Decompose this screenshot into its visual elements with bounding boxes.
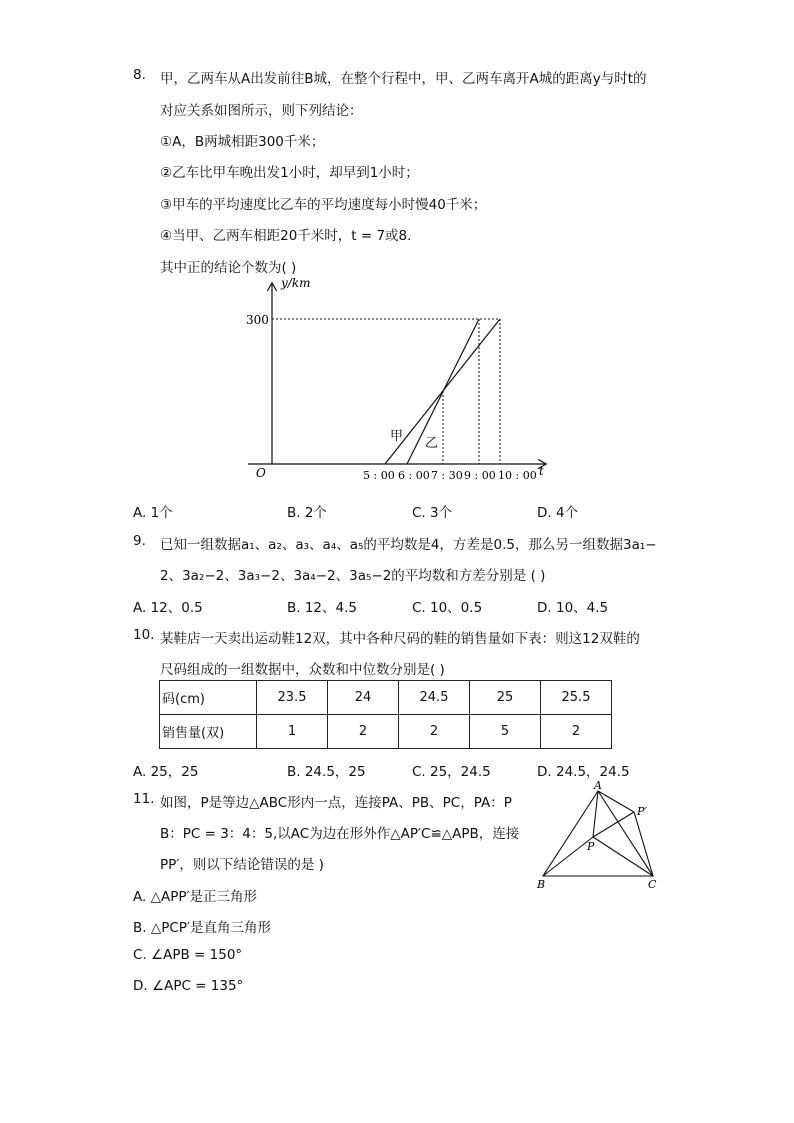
q11-line2: B：PC = 3：4：5,以AC为边在形外作△AP′C≌△APB，连接: [160, 826, 520, 842]
q8-option-d[interactable]: D. 4个: [537, 505, 579, 521]
q9-option-a[interactable]: A. 12、0.5: [133, 600, 203, 616]
q9-option-c[interactable]: C. 10、0.5: [412, 600, 483, 616]
q11-line1: 如图，P是等边△ABC形内一点，连接PA、PB、PC，PA：P: [160, 795, 512, 811]
q10-option-d[interactable]: D. 24.5，24.5: [537, 764, 630, 780]
table-cell: 2: [399, 715, 470, 749]
table-cell: 2: [541, 715, 612, 749]
q10-line1: 某鞋店一天卖出运动鞋12双，其中各种尺码的鞋的销售量如下表：则这12双鞋的: [160, 631, 640, 647]
x-tick-10-00: 10 : 00: [498, 469, 537, 482]
y-axis-label: y/km: [281, 276, 311, 290]
table-row-head: 销售量(双): [160, 715, 257, 749]
q9-number: 9.: [133, 533, 146, 549]
point-p: P: [587, 840, 595, 853]
table-cell: 25: [470, 681, 541, 715]
origin-label: O: [256, 466, 266, 480]
q8-question: 其中正的结论个数为( ): [160, 260, 297, 276]
shoe-size-table: [159, 680, 612, 749]
q8-statement-4: ④当甲、乙两车相距20千米时，t = 7或8.: [160, 228, 412, 244]
q8-stem-line2: 对应关系如图所示，则下列结论：: [160, 103, 363, 119]
x-tick-6-00: 6 : 00: [398, 469, 430, 482]
point-p-prime: P′: [637, 805, 647, 818]
q8-option-c[interactable]: C. 3个: [412, 505, 453, 521]
vertex-b: B: [537, 878, 546, 891]
table-cell: 2: [328, 715, 399, 749]
table-row: [160, 681, 612, 715]
q8-option-a[interactable]: A. 1个: [133, 505, 173, 521]
q10-option-b[interactable]: B. 24.5，25: [287, 764, 366, 780]
table-cell: 24: [328, 681, 399, 715]
q8-statement-1: ①A，B两城相距300千米；: [160, 134, 325, 150]
segment-cp2: [634, 812, 653, 876]
q11-line3: PP′，则以下结论错误的是 ): [160, 857, 324, 873]
q10-option-c[interactable]: C. 25，24.5: [412, 764, 491, 780]
q10-line2: 尺码组成的一组数据中，众数和中位数分别是( ): [160, 662, 445, 678]
table-cell: 24.5: [399, 681, 470, 715]
table-cell: 23.5: [257, 681, 328, 715]
segment-pb: [543, 837, 593, 876]
q8-statement-2: ②乙车比甲车晚出发1小时，却早到1小时；: [160, 165, 419, 181]
segment-ap2: [598, 791, 634, 812]
distance-time-graph: [240, 270, 560, 490]
q11-option-b[interactable]: B. △PCP′是直角三角形: [133, 920, 271, 936]
table-cell: 25.5: [541, 681, 612, 715]
vertex-a: A: [594, 780, 602, 792]
table-cell: 1: [257, 715, 328, 749]
table-row-head: 码(cm): [160, 681, 257, 715]
q9-line1: 已知一组数据a₁、a₂、a₃、a₄、a₅的平均数是4，方差是0.5，那么另一组数据3a₁−: [160, 537, 657, 553]
q8-stem-line1: 甲，乙两车从A出发前往B城，在整个行程中，甲、乙两车离开A城的距离y与时t的: [160, 71, 647, 87]
table-row: [160, 715, 612, 749]
triangle-figure: [530, 780, 670, 895]
q11-option-d[interactable]: D. ∠APC = 135°: [133, 978, 244, 994]
label-jia: 甲: [390, 429, 404, 444]
q8-option-b[interactable]: B. 2个: [287, 505, 327, 521]
label-yi: 乙: [425, 436, 439, 451]
q11-number: 11.: [133, 791, 155, 807]
q10-option-a[interactable]: A. 25，25: [133, 764, 199, 780]
x-tick-9-00: 9 : 00: [464, 469, 496, 482]
q9-option-b[interactable]: B. 12、4.5: [287, 600, 357, 616]
q9-line2: 2、3a₂−2、3a₃−2、3a₄−2、3a₅−2的平均数和方差分别是 ( ): [160, 568, 546, 584]
x-tick-5-00: 5 : 00: [363, 469, 395, 482]
q9-option-d[interactable]: D. 10、4.5: [537, 600, 609, 616]
y-tick-300: 300: [246, 313, 269, 327]
q11-option-c[interactable]: C. ∠APB = 150°: [133, 947, 243, 963]
vertex-c: C: [648, 878, 657, 891]
table-cell: 5: [470, 715, 541, 749]
segment-pc: [593, 837, 653, 876]
q8-statement-3: ③甲车的平均速度比乙车的平均速度每小时慢40千米；: [160, 197, 487, 213]
q8-number: 8.: [133, 67, 146, 83]
q11-option-a[interactable]: A. △APP′是正三角形: [133, 889, 258, 905]
x-tick-7-30: 7 : 30: [431, 469, 463, 482]
q10-number: 10.: [133, 627, 155, 643]
line-yi: [407, 319, 479, 464]
x-axis-label: t: [539, 464, 544, 478]
